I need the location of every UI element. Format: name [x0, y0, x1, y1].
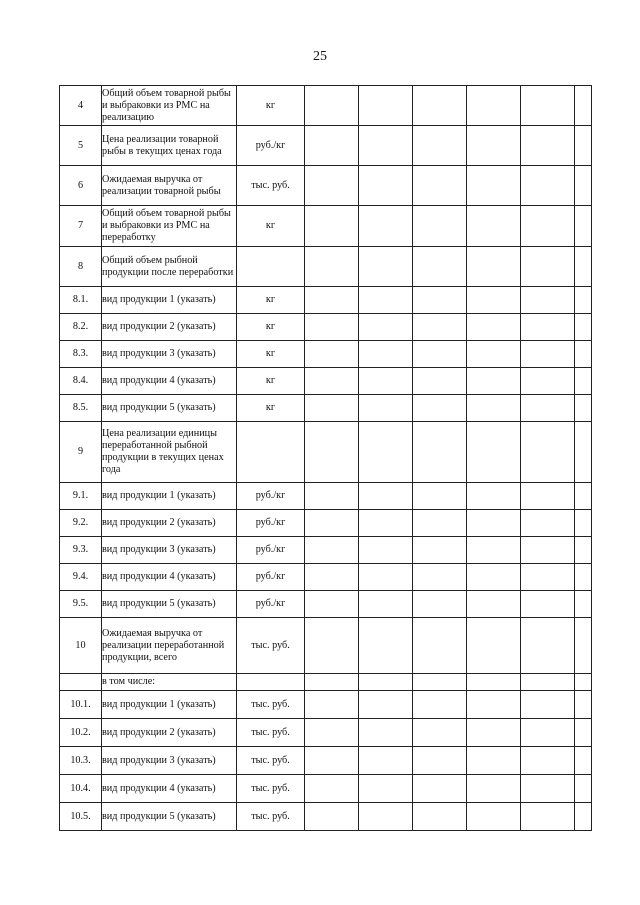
value-cell — [575, 368, 592, 395]
value-cell — [305, 422, 359, 483]
value-cell — [359, 483, 413, 510]
value-cell — [305, 803, 359, 831]
value-cell — [467, 674, 521, 691]
row-number-cell: 9.2. — [60, 510, 102, 537]
value-cell — [305, 775, 359, 803]
value-cell — [521, 591, 575, 618]
unit-cell: руб./кг — [237, 126, 305, 166]
value-cell — [359, 126, 413, 166]
value-cell — [467, 206, 521, 247]
value-cell — [413, 483, 467, 510]
value-cell — [521, 483, 575, 510]
indicator-name-cell: вид продукции 3 (указать) — [102, 747, 237, 775]
value-cell — [359, 86, 413, 126]
unit-cell: тыс. руб. — [237, 719, 305, 747]
value-cell — [575, 803, 592, 831]
table-row — [60, 126, 592, 166]
value-cell — [305, 314, 359, 341]
indicator-name-cell: Общий объем рыбной продукции после переработки — [102, 247, 237, 287]
value-cell — [359, 747, 413, 775]
row-number-cell: 8.3. — [60, 341, 102, 368]
indicator-name-cell: Цена реализации единицы переработанной рыбной продукции в текущих ценах года — [102, 422, 237, 483]
indicator-name-cell: в том числе: — [102, 674, 237, 691]
value-cell — [521, 537, 575, 564]
value-cell — [521, 674, 575, 691]
row-number-cell: 8.2. — [60, 314, 102, 341]
table-row — [60, 86, 592, 126]
table-row — [60, 691, 592, 719]
value-cell — [467, 719, 521, 747]
value-cell — [521, 287, 575, 314]
unit-cell — [237, 247, 305, 287]
value-cell — [359, 719, 413, 747]
table-row — [60, 564, 592, 591]
value-cell — [575, 287, 592, 314]
value-cell — [521, 395, 575, 422]
indicator-name-cell: Общий объем товарной рыбы и выбраковки из РМС на реализацию — [102, 86, 237, 126]
indicator-name-cell: вид продукции 1 (указать) — [102, 483, 237, 510]
value-cell — [305, 618, 359, 674]
table-row — [60, 747, 592, 775]
value-cell — [521, 719, 575, 747]
indicator-name-cell: вид продукции 4 (указать) — [102, 368, 237, 395]
indicator-name-cell: вид продукции 3 (указать) — [102, 341, 237, 368]
value-cell — [467, 618, 521, 674]
value-cell — [413, 618, 467, 674]
row-number-cell: 9 — [60, 422, 102, 483]
value-cell — [521, 86, 575, 126]
value-cell — [305, 537, 359, 564]
value-cell — [305, 341, 359, 368]
value-cell — [413, 206, 467, 247]
table-row — [60, 368, 592, 395]
value-cell — [413, 247, 467, 287]
value-cell — [575, 86, 592, 126]
unit-cell: кг — [237, 86, 305, 126]
row-number-cell: 10.4. — [60, 775, 102, 803]
value-cell — [521, 314, 575, 341]
row-number-cell: 8.5. — [60, 395, 102, 422]
value-cell — [305, 691, 359, 719]
value-cell — [359, 775, 413, 803]
indicator-name-cell: Общий объем товарной рыбы и выбраковки из РМС на переработку — [102, 206, 237, 247]
value-cell — [575, 422, 592, 483]
value-cell — [467, 247, 521, 287]
value-cell — [413, 287, 467, 314]
value-cell — [359, 395, 413, 422]
unit-cell: руб./кг — [237, 564, 305, 591]
value-cell — [521, 564, 575, 591]
unit-cell — [237, 422, 305, 483]
indicator-name-cell: вид продукции 5 (указать) — [102, 591, 237, 618]
table-row — [60, 166, 592, 206]
value-cell — [413, 166, 467, 206]
value-cell — [521, 341, 575, 368]
unit-cell — [237, 674, 305, 691]
value-cell — [305, 510, 359, 537]
table-row — [60, 775, 592, 803]
indicator-name-cell: вид продукции 3 (указать) — [102, 537, 237, 564]
value-cell — [305, 166, 359, 206]
value-cell — [521, 803, 575, 831]
indicator-name-cell: вид продукции 2 (указать) — [102, 314, 237, 341]
value-cell — [467, 537, 521, 564]
value-cell — [413, 747, 467, 775]
unit-cell: тыс. руб. — [237, 166, 305, 206]
row-number-cell: 10.1. — [60, 691, 102, 719]
value-cell — [467, 314, 521, 341]
table-row — [60, 803, 592, 831]
value-cell — [467, 510, 521, 537]
value-cell — [305, 591, 359, 618]
unit-cell: тыс. руб. — [237, 691, 305, 719]
value-cell — [413, 510, 467, 537]
unit-cell: кг — [237, 206, 305, 247]
value-cell — [305, 206, 359, 247]
value-cell — [413, 564, 467, 591]
table-row — [60, 247, 592, 287]
value-cell — [359, 247, 413, 287]
unit-cell: тыс. руб. — [237, 775, 305, 803]
table-row — [60, 341, 592, 368]
value-cell — [359, 314, 413, 341]
value-cell — [575, 314, 592, 341]
row-number-cell: 10.5. — [60, 803, 102, 831]
value-cell — [359, 166, 413, 206]
value-cell — [359, 368, 413, 395]
indicator-name-cell: вид продукции 2 (указать) — [102, 510, 237, 537]
value-cell — [359, 206, 413, 247]
value-cell — [413, 126, 467, 166]
value-cell — [359, 510, 413, 537]
value-cell — [521, 510, 575, 537]
value-cell — [413, 537, 467, 564]
value-cell — [521, 206, 575, 247]
row-number-cell: 8 — [60, 247, 102, 287]
value-cell — [413, 775, 467, 803]
value-cell — [413, 591, 467, 618]
indicator-name-cell: вид продукции 2 (указать) — [102, 719, 237, 747]
row-number-cell: 7 — [60, 206, 102, 247]
value-cell — [413, 86, 467, 126]
value-cell — [521, 747, 575, 775]
value-cell — [521, 691, 575, 719]
value-cell — [467, 775, 521, 803]
table-row — [60, 314, 592, 341]
table-row — [60, 206, 592, 247]
unit-cell: руб./кг — [237, 510, 305, 537]
row-number-cell: 8.1. — [60, 287, 102, 314]
value-cell — [359, 341, 413, 368]
value-cell — [359, 618, 413, 674]
row-number-cell: 5 — [60, 126, 102, 166]
value-cell — [467, 564, 521, 591]
unit-cell: кг — [237, 341, 305, 368]
value-cell — [467, 691, 521, 719]
value-cell — [305, 483, 359, 510]
value-cell — [305, 126, 359, 166]
value-cell — [305, 719, 359, 747]
indicator-name-cell: вид продукции 1 (указать) — [102, 691, 237, 719]
value-cell — [305, 395, 359, 422]
value-cell — [467, 368, 521, 395]
value-cell — [575, 564, 592, 591]
form-table — [59, 85, 592, 831]
row-number-cell: 10.3. — [60, 747, 102, 775]
value-cell — [467, 341, 521, 368]
value-cell — [575, 247, 592, 287]
row-number-cell: 4 — [60, 86, 102, 126]
value-cell — [521, 247, 575, 287]
value-cell — [413, 674, 467, 691]
value-cell — [521, 422, 575, 483]
page-number: 25 — [313, 49, 327, 64]
value-cell — [359, 691, 413, 719]
value-cell — [467, 483, 521, 510]
value-cell — [359, 803, 413, 831]
indicator-name-cell: вид продукции 4 (указать) — [102, 775, 237, 803]
value-cell — [305, 747, 359, 775]
table-row — [60, 483, 592, 510]
value-cell — [575, 591, 592, 618]
value-cell — [305, 86, 359, 126]
table-row — [60, 287, 592, 314]
unit-cell: руб./кг — [237, 537, 305, 564]
value-cell — [413, 341, 467, 368]
indicator-name-cell: вид продукции 4 (указать) — [102, 564, 237, 591]
value-cell — [413, 368, 467, 395]
value-cell — [467, 126, 521, 166]
value-cell — [413, 422, 467, 483]
unit-cell: тыс. руб. — [237, 747, 305, 775]
table-row — [60, 537, 592, 564]
value-cell — [359, 422, 413, 483]
value-cell — [359, 564, 413, 591]
value-cell — [575, 691, 592, 719]
unit-cell: руб./кг — [237, 591, 305, 618]
indicator-name-cell: вид продукции 5 (указать) — [102, 395, 237, 422]
value-cell — [575, 537, 592, 564]
indicator-name-cell: Ожидаемая выручка от реализации товарной рыбы — [102, 166, 237, 206]
unit-cell: кг — [237, 368, 305, 395]
value-cell — [305, 368, 359, 395]
table-row — [60, 591, 592, 618]
value-cell — [575, 510, 592, 537]
value-cell — [521, 166, 575, 206]
value-cell — [575, 166, 592, 206]
value-cell — [575, 719, 592, 747]
value-cell — [575, 483, 592, 510]
value-cell — [467, 287, 521, 314]
value-cell — [575, 206, 592, 247]
row-number-cell: 6 — [60, 166, 102, 206]
value-cell — [413, 691, 467, 719]
indicator-name-cell: Ожидаемая выручка от реализации переработанной продукции, всего — [102, 618, 237, 674]
unit-cell: кг — [237, 314, 305, 341]
indicator-name-cell: Цена реализации товарной рыбы в текущих ценах года — [102, 126, 237, 166]
value-cell — [575, 674, 592, 691]
value-cell — [305, 247, 359, 287]
row-number-cell: 9.3. — [60, 537, 102, 564]
value-cell — [359, 287, 413, 314]
table-row — [60, 395, 592, 422]
table-row — [60, 674, 592, 691]
value-cell — [467, 166, 521, 206]
row-number-cell — [60, 674, 102, 691]
value-cell — [305, 564, 359, 591]
value-cell — [413, 395, 467, 422]
value-cell — [575, 747, 592, 775]
value-cell — [575, 341, 592, 368]
value-cell — [575, 395, 592, 422]
value-cell — [413, 719, 467, 747]
table-row — [60, 618, 592, 674]
value-cell — [467, 803, 521, 831]
value-cell — [521, 618, 575, 674]
value-cell — [575, 618, 592, 674]
value-cell — [575, 775, 592, 803]
value-cell — [413, 314, 467, 341]
row-number-cell: 9.4. — [60, 564, 102, 591]
value-cell — [413, 803, 467, 831]
indicator-name-cell: вид продукции 1 (указать) — [102, 287, 237, 314]
value-cell — [359, 537, 413, 564]
value-cell — [305, 674, 359, 691]
value-cell — [467, 747, 521, 775]
value-cell — [467, 395, 521, 422]
value-cell — [467, 86, 521, 126]
value-cell — [467, 591, 521, 618]
row-number-cell: 10 — [60, 618, 102, 674]
indicator-name-cell: вид продукции 5 (указать) — [102, 803, 237, 831]
unit-cell: тыс. руб. — [237, 618, 305, 674]
value-cell — [467, 422, 521, 483]
unit-cell: кг — [237, 395, 305, 422]
value-cell — [359, 674, 413, 691]
row-number-cell: 9.1. — [60, 483, 102, 510]
value-cell — [521, 126, 575, 166]
table-row — [60, 422, 592, 483]
row-number-cell: 10.2. — [60, 719, 102, 747]
table-row — [60, 719, 592, 747]
value-cell — [305, 287, 359, 314]
unit-cell: кг — [237, 287, 305, 314]
value-cell — [359, 591, 413, 618]
table-row — [60, 510, 592, 537]
value-cell — [575, 126, 592, 166]
value-cell — [521, 775, 575, 803]
row-number-cell: 8.4. — [60, 368, 102, 395]
row-number-cell: 9.5. — [60, 591, 102, 618]
unit-cell: руб./кг — [237, 483, 305, 510]
unit-cell: тыс. руб. — [237, 803, 305, 831]
value-cell — [521, 368, 575, 395]
